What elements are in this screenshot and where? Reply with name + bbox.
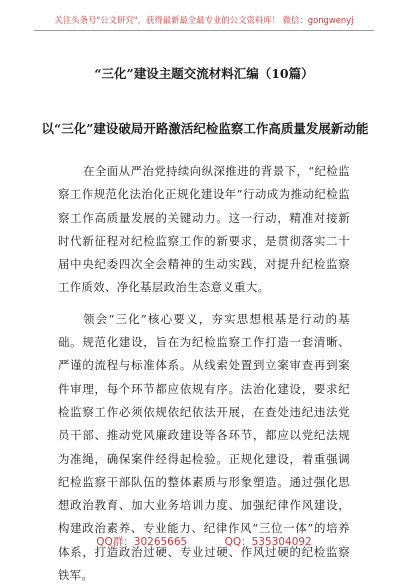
footer-contact (0, 534, 408, 549)
header-divider (34, 30, 374, 31)
paragraph-1: 在全面从严治党持续向纵深推进的背景下，“纪检监察工作规范化法治化正规化建设年”行动成为推动纪检监察工作高质量发展的关键动力。这一行动，精准对接新时代新征程对纪检监察工作的新要求，是贯彻落实二十届中央纪委四次全会精神的生动实践，对提升纪检监察工作质效、净化基层政治生态意义重大。 (58, 164, 350, 295)
paragraph-2: 领会“三化”核心要义，夯实思想根基是行动的基础。规范化建设，旨在为纪检监察工作打造一套清晰、严谨的流程与标准体系。从线索处置到立案审查再到案件审理，每个环节都应依规有序。法治化建设，要求纪检监察工作必须依规依纪依法开展，在查处违纪违法党员干部、推动党风廉政建设等各环节，都应以党纪法规为准绳，确保案件经得起检验。正规化建设，着重强调纪检监察干部队伍的整体素质与形象塑造。通过强化思想政治教育、加大业务培训力度、加强纪律作风建设，构建政治素养、专业能力、纪律作风“三位一体”的培养体系，打造政治过硬、专业过硬、作风过硬的纪检监察铁军。 (58, 311, 350, 583)
footer-qq-number: QQ：535304092 (224, 536, 312, 548)
document-title: “三化”建设主题交流材料汇编（10篇） (94, 66, 314, 81)
article-title: 以“三化”建设破局开路激活纪检监察工作高质量发展新动能 (41, 121, 369, 136)
article-body (58, 160, 350, 587)
header-promo-note: 关注头条号"公文研究"，获得最新最全最专业的公文资料库！ 微信：gongwenyj (54, 15, 354, 25)
footer-qq-group: QQ群：30265665 (96, 536, 188, 548)
